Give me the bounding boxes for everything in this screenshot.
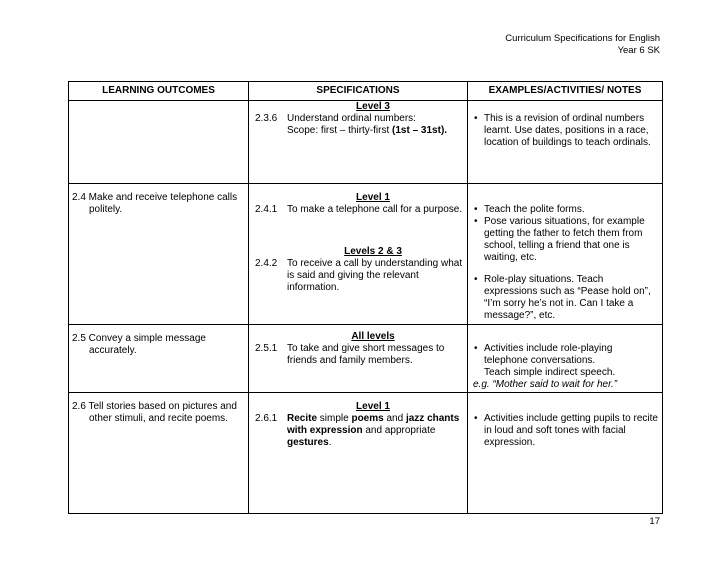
example-item — [468, 113, 662, 149]
spec-number: 2.5.1 — [255, 343, 278, 354]
outcome-cell — [69, 101, 249, 184]
header-year: Year 6 SK — [617, 45, 660, 56]
level-label: All levels — [351, 331, 395, 342]
bullet-icon: • — [474, 204, 478, 215]
spec-number: 2.6.1 — [255, 413, 278, 424]
example-cell — [468, 393, 663, 514]
example-item — [468, 413, 662, 449]
header-examples: EXAMPLES/ACTIVITIES/ NOTES — [468, 82, 663, 101]
spec-number: 2.4.1 — [255, 204, 278, 215]
document-header — [505, 33, 660, 57]
outcome-cell — [69, 184, 249, 325]
outcome-text: 2.4 Make and receive telephone calls politely. — [72, 192, 238, 215]
spec-word: Recite — [287, 413, 318, 424]
outcome-cell — [69, 393, 249, 514]
bullet-icon: • — [474, 216, 478, 227]
header-specifications: SPECIFICATIONS — [249, 82, 468, 101]
spec-number: 2.4.2 — [255, 258, 278, 269]
spec-text: To take and give short messages to friends and family members. — [287, 343, 445, 366]
curriculum-table — [68, 81, 663, 514]
example-eg: e.g. “Mother said to wait for her.” — [473, 379, 618, 390]
bullet-icon: • — [474, 343, 478, 354]
example-text: Role-play situations. Teach expressions such as “Pease hold on”, “I’m sorry he’s not in. Can I take a message?”, etc. — [484, 274, 651, 321]
spec-cell — [249, 325, 468, 393]
level-label: Level 1 — [356, 401, 390, 412]
spec-cell — [249, 101, 468, 184]
example-text: Activities include role-playing telephone conversations. — [484, 343, 613, 366]
spec-word: simple — [317, 413, 352, 424]
table-header-row — [69, 82, 663, 101]
table-row — [69, 325, 663, 393]
bullet-icon: • — [474, 413, 478, 424]
spec-scope: Scope: first – thirty-first — [287, 125, 393, 136]
spec-cell — [249, 184, 468, 325]
spec-item — [249, 204, 467, 216]
spec-word: gestures — [287, 437, 329, 448]
table-row — [69, 184, 663, 325]
spec-word: and — [383, 413, 406, 424]
spec-word: poems — [351, 413, 384, 424]
level-label: Level 3 — [356, 101, 390, 112]
example-cell — [468, 101, 663, 184]
spec-item — [249, 343, 467, 367]
example-text: Teach the polite forms. — [484, 204, 585, 215]
example-cell — [468, 184, 663, 325]
example-cell — [468, 325, 663, 393]
spec-word: and appropriate — [362, 425, 436, 436]
bullet-icon: • — [474, 113, 478, 124]
spec-scope-range: (1st – 31st). — [392, 125, 448, 136]
spec-text: To make a telephone call for a purpose. — [287, 204, 463, 215]
example-item — [468, 204, 662, 216]
spec-text: Understand ordinal numbers: — [287, 113, 416, 124]
table-row — [69, 101, 663, 184]
table-row — [69, 393, 663, 514]
example-item — [468, 274, 662, 322]
example-item — [468, 343, 662, 367]
example-text: This is a revision of ordinal numbers learnt. Use dates, positions in a race, location of buildings to teach ordinals. — [484, 113, 651, 148]
level-label: Level 1 — [356, 192, 390, 203]
spec-item — [249, 413, 467, 449]
spec-word: jazz chants with expression — [287, 413, 460, 436]
example-item — [468, 216, 662, 264]
spec-item — [249, 113, 467, 137]
spec-item — [249, 258, 467, 294]
level-label: Levels 2 & 3 — [344, 246, 402, 257]
outcome-text: 2.6 Tell stories based on pictures and other stimuli, and recite poems. — [72, 401, 237, 424]
example-text: Pose various situations, for example getting the father to fetch them from school, telling a friend that one is waiting, etc. — [484, 216, 645, 263]
header-learning-outcomes: LEARNING OUTCOMES — [69, 82, 249, 101]
bullet-icon: • — [474, 274, 478, 285]
spec-word: . — [328, 437, 332, 448]
outcome-cell — [69, 325, 249, 393]
page-number: 17 — [649, 516, 660, 527]
spec-number: 2.3.6 — [255, 113, 278, 124]
header-title: Curriculum Specifications for English — [505, 33, 660, 44]
spec-text: To receive a call by understanding what is said and giving the relevant information. — [287, 258, 463, 293]
example-text: Activities include getting pupils to recite in loud and soft tones with facial expression. — [484, 413, 658, 448]
example-note: Teach simple indirect speech. — [484, 367, 616, 378]
spec-cell — [249, 393, 468, 514]
outcome-text: 2.5 Convey a simple message accurately. — [72, 333, 206, 356]
